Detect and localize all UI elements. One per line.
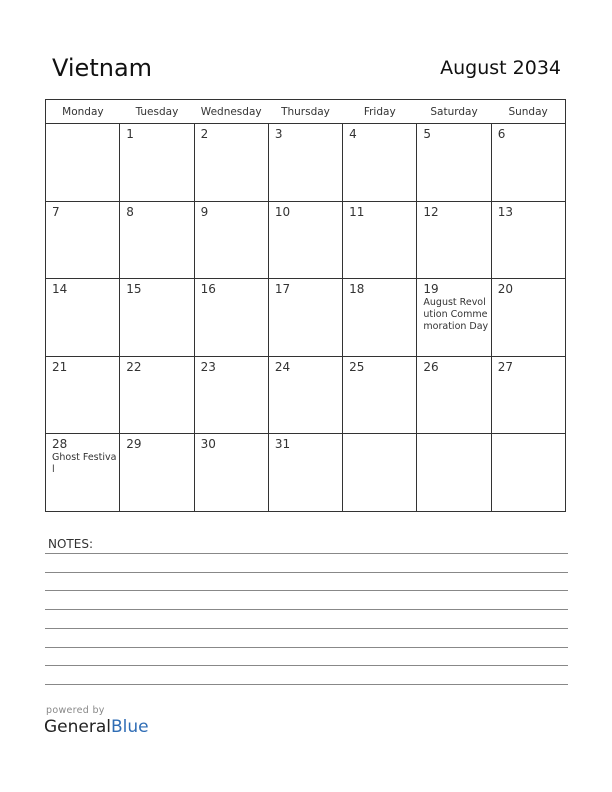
day-number: 30 [200,437,216,452]
day-number: 28 [52,437,68,452]
note-line [45,628,568,629]
day-cell [491,434,565,512]
week-row [46,434,566,512]
day-number [417,434,490,437]
day-cell [46,201,120,279]
day-cell [194,434,268,512]
day-cell [268,124,342,202]
day-cell [194,356,268,434]
day-number: 5 [423,127,432,141]
day-number: 21 [52,359,68,374]
day-cell [194,124,268,202]
day-cell [46,356,120,434]
week-row [46,124,566,202]
weekday-header: Saturday [417,100,491,124]
powered-by-text: powered by [46,705,105,716]
note-line [45,590,568,591]
day-number: 7 [52,204,60,219]
day-cell [491,356,565,434]
day-cell [343,201,417,279]
day-number: 3 [274,127,283,141]
day-number: 19 [423,282,439,297]
day-cell [268,434,342,512]
day-number: 27 [497,359,513,374]
day-number: 6 [497,127,506,141]
day-number: 2 [200,127,209,141]
day-cell [194,279,268,357]
day-number: 16 [200,282,216,297]
day-number: 15 [126,282,142,297]
note-line [45,684,568,685]
day-cell [417,279,491,357]
note-line [45,665,568,666]
day-cell [343,356,417,434]
day-cell [46,124,120,202]
notes-label: NOTES: [48,537,93,551]
week-row [46,356,566,434]
month-year-title: August 2034 [440,57,561,79]
day-number: 29 [126,437,142,452]
weekday-header: Friday [343,100,417,124]
weekday-header: Thursday [268,100,342,124]
day-cell [194,201,268,279]
day-number: 23 [200,359,216,374]
day-number: 20 [497,282,513,297]
weekday-header: Monday [46,100,120,124]
day-cell [120,434,194,512]
day-number: 11 [349,204,365,219]
day-number: 22 [126,359,142,374]
day-cell [417,434,491,512]
day-number: 14 [52,282,68,297]
day-cell [46,434,120,512]
day-cell [491,124,565,202]
week-row [46,279,566,357]
day-number [46,124,119,127]
weekday-header-row [46,100,566,124]
day-number: 25 [349,359,365,374]
weekday-header: Sunday [491,100,565,124]
day-number: 9 [200,204,209,219]
day-cell [417,356,491,434]
country-title: Vietnam [52,54,153,82]
day-cell [120,201,194,279]
day-cell [268,356,342,434]
brand-general: General [44,717,111,737]
day-cell [491,201,565,279]
day-cell [120,279,194,357]
day-number [343,434,416,437]
day-cell [268,279,342,357]
note-line [45,553,568,554]
day-number: 4 [349,127,357,141]
day-cell [491,279,565,357]
brand-blue: Blue [111,717,149,737]
brand-logo [44,717,149,737]
day-cell [343,124,417,202]
day-number: 17 [274,282,291,297]
day-cell [417,201,491,279]
day-cell [46,279,120,357]
day-number: 24 [274,359,291,374]
day-cell [268,201,342,279]
holiday-label: August Revolution Commemoration Day [423,297,489,333]
week-row [46,201,566,279]
calendar-grid [45,99,566,512]
note-line [45,572,568,573]
day-number: 26 [423,359,439,374]
day-number: 13 [497,204,513,219]
weekday-header: Tuesday [120,100,194,124]
note-line [45,647,568,648]
day-cell [343,279,417,357]
day-number: 12 [423,204,439,219]
day-number: 1 [126,127,134,141]
day-number: 10 [274,204,291,219]
day-cell [120,356,194,434]
day-number: 8 [126,204,134,219]
day-cell [417,124,491,202]
note-line [45,609,568,610]
day-cell [120,124,194,202]
day-cell [343,434,417,512]
day-number: 31 [274,437,291,452]
weekday-header: Wednesday [194,100,268,124]
day-number [492,434,565,437]
holiday-label: Ghost Festival [52,452,117,476]
day-number: 18 [349,282,365,297]
